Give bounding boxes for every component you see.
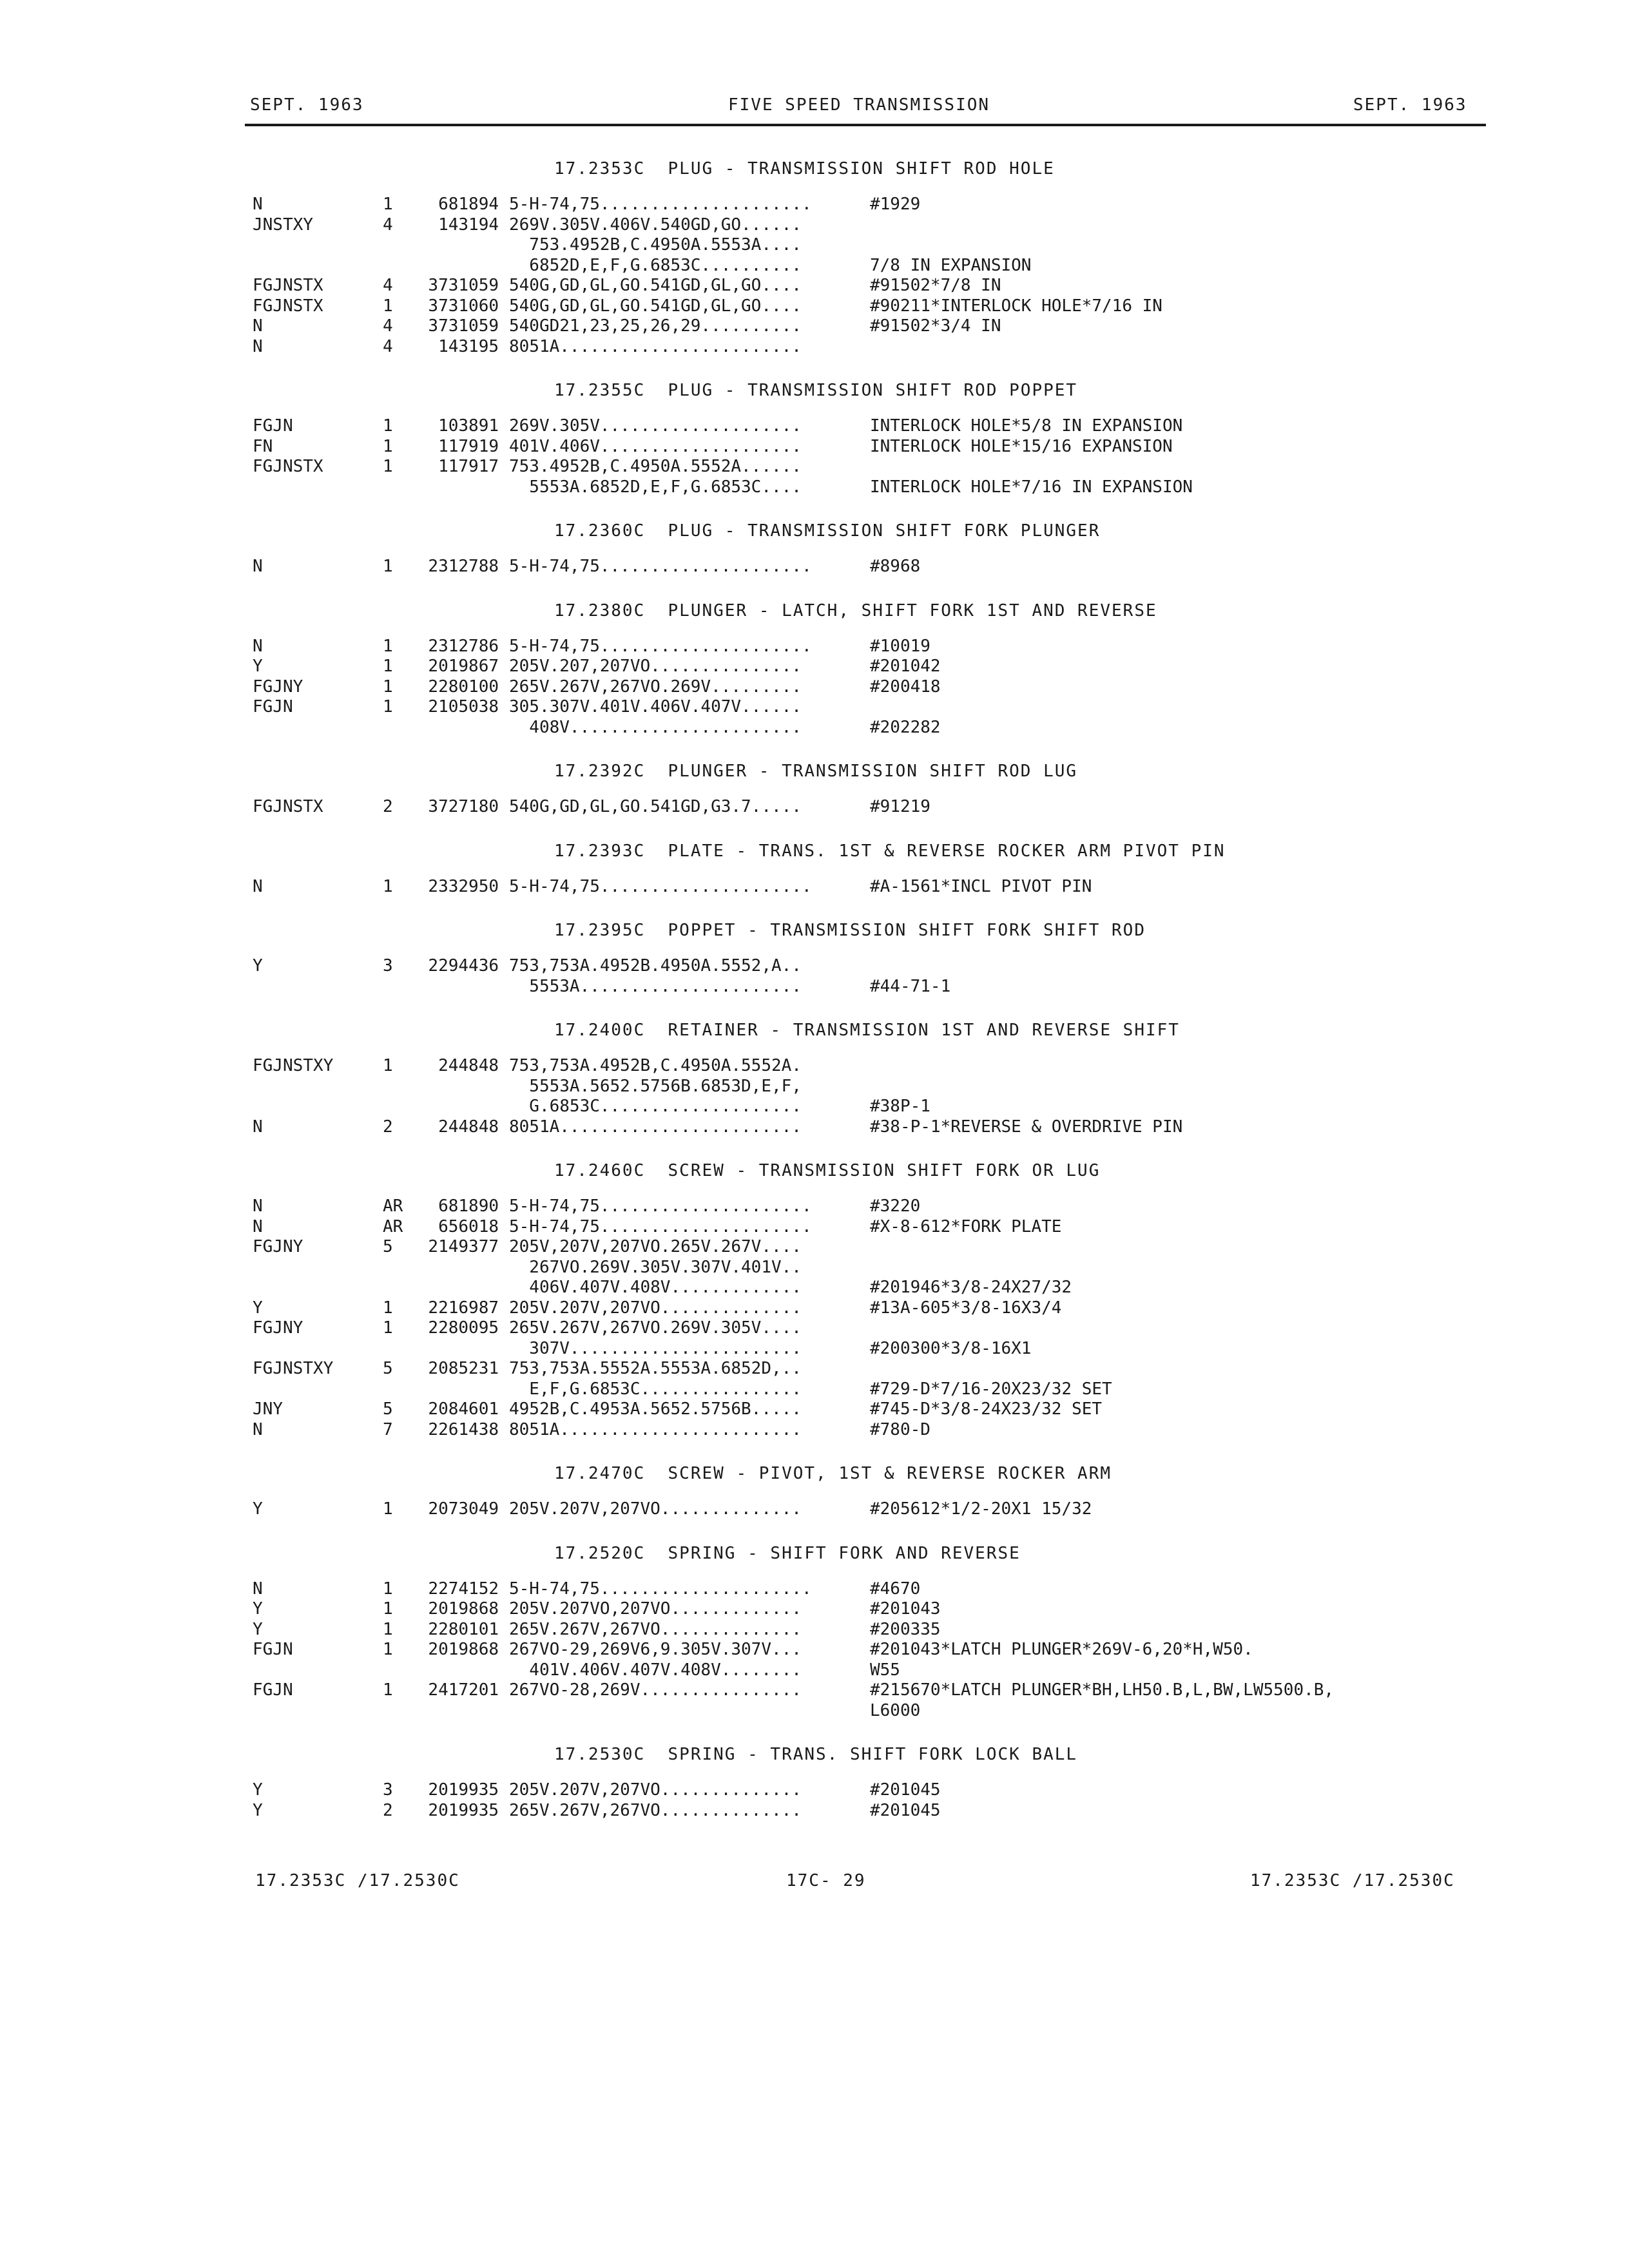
part-row xyxy=(0,637,1629,657)
application: 408V....................... xyxy=(509,717,802,737)
remark: #201045 xyxy=(870,1800,941,1820)
part-number: 2149377 xyxy=(428,1237,499,1256)
part-row xyxy=(0,1780,1629,1801)
model-code: N xyxy=(253,636,263,656)
part-row xyxy=(0,657,1629,677)
part-row xyxy=(0,977,1629,997)
application: 401V.406V.................... xyxy=(509,436,802,456)
part-row xyxy=(0,1579,1629,1600)
remark: #201042 xyxy=(870,657,941,676)
remark: #8968 xyxy=(870,557,921,576)
quantity: 3 xyxy=(383,956,393,975)
section-title: 17.2353C PLUG - TRANSMISSION SHIFT ROD HOLE xyxy=(554,159,1055,178)
part-number: 2261438 xyxy=(428,1419,499,1439)
part-row xyxy=(0,316,1629,337)
application: 205V.207V,207VO.............. xyxy=(509,1298,802,1318)
header-date-right: SEPT. 1963 xyxy=(1353,95,1467,115)
model-code: Y xyxy=(253,657,263,676)
section-title: 17.2395C POPPET - TRANSMISSION SHIFT FORK SHIFT ROD xyxy=(554,921,1146,940)
application: 269V.305V.406V.540GD,GO...... xyxy=(509,215,802,235)
application: 8051A........................ xyxy=(509,1117,802,1137)
part-number: 3727180 xyxy=(428,797,499,816)
remark: #200418 xyxy=(870,677,941,697)
quantity: 1 xyxy=(383,1640,393,1659)
part-number: 2105038 xyxy=(428,697,499,716)
part-row xyxy=(0,1660,1629,1681)
remark: #A-1561*INCL PIVOT PIN xyxy=(870,876,1092,896)
part-number: 2084601 xyxy=(428,1399,499,1419)
remark: #91502*3/4 IN xyxy=(870,316,1001,336)
part-number: 3731059 xyxy=(428,316,499,336)
part-number: 2019868 xyxy=(428,1640,499,1659)
part-row xyxy=(0,337,1629,358)
part-row xyxy=(0,1801,1629,1821)
footer-range-right: 17.2353C /17.2530C xyxy=(1250,1871,1455,1890)
parts-section xyxy=(0,916,1629,1016)
model-code: N xyxy=(253,557,263,576)
quantity: 1 xyxy=(383,636,393,656)
part-row xyxy=(0,256,1629,276)
application: 540G,GD,GL,GO.541GD,GL,GO.... xyxy=(509,276,802,295)
part-row xyxy=(0,1237,1629,1258)
parts-section xyxy=(0,1539,1629,1741)
section-title: 17.2470C SCREW - PIVOT, 1ST & REVERSE ROCKER ARM xyxy=(554,1464,1112,1483)
part-row xyxy=(0,1359,1629,1379)
application: 8051A........................ xyxy=(509,336,802,356)
model-code: JNY xyxy=(253,1399,283,1419)
model-code: FGJNSTXY xyxy=(253,1359,334,1378)
model-code: FGJNSTX xyxy=(253,276,323,295)
part-number: 2294436 xyxy=(428,956,499,975)
application: 6852D,E,F,G.6853C.......... xyxy=(509,255,802,275)
application: 753,753A.4952B.4950A.5552,A.. xyxy=(509,956,802,975)
part-row xyxy=(0,1278,1629,1298)
part-row xyxy=(0,215,1629,236)
part-row xyxy=(0,1420,1629,1441)
remark: W55 xyxy=(870,1660,900,1680)
model-code: FGJNSTX xyxy=(253,457,323,476)
part-row xyxy=(0,437,1629,457)
quantity: 1 xyxy=(383,1680,393,1700)
page-number: 17C- 29 xyxy=(786,1871,866,1890)
part-number: 103891 xyxy=(438,416,499,436)
part-row xyxy=(0,718,1629,738)
remark: #91502*7/8 IN xyxy=(870,276,1001,295)
application: 5553A.5652.5756B.6853D,E,F, xyxy=(509,1076,802,1096)
remark: #201946*3/8-24X27/32 xyxy=(870,1278,1072,1297)
part-row xyxy=(0,477,1629,498)
part-row xyxy=(0,557,1629,577)
application: 265V.267V,267VO.............. xyxy=(509,1800,802,1820)
remark: #201043 xyxy=(870,1599,941,1619)
part-number: 2216987 xyxy=(428,1298,499,1318)
section-title: 17.2530C SPRING - TRANS. SHIFT FORK LOCK BALL xyxy=(554,1745,1078,1764)
remark: #13A-605*3/8-16X3/4 xyxy=(870,1298,1062,1318)
application: 406V.407V.408V............. xyxy=(509,1278,802,1297)
application: 205V.207,207VO............... xyxy=(509,657,802,676)
part-row xyxy=(0,1701,1629,1722)
section-title: 17.2400C RETAINER - TRANSMISSION 1ST AND REVERSE SHIFT xyxy=(554,1021,1180,1040)
application: 5-H-74,75..................... xyxy=(509,557,812,576)
application: 305.307V.401V.406V.407V...... xyxy=(509,697,802,716)
quantity: 1 xyxy=(383,1056,393,1075)
part-row xyxy=(0,1217,1629,1238)
part-number: 2019935 xyxy=(428,1800,499,1820)
application: 753.4952B,C.4950A.5553A.... xyxy=(509,235,802,255)
quantity: 1 xyxy=(383,657,393,676)
parts-section xyxy=(0,1740,1629,1840)
part-row xyxy=(0,416,1629,437)
quantity: 5 xyxy=(383,1359,393,1378)
part-row xyxy=(0,1056,1629,1077)
header-title: FIVE SPEED TRANSMISSION xyxy=(728,95,990,115)
model-code: FGJNSTXY xyxy=(253,1056,334,1075)
remark: #215670*LATCH PLUNGER*BH,LH50.B,L,BW,LW5500.B, xyxy=(870,1680,1335,1700)
part-row xyxy=(0,1097,1629,1117)
model-code: FGJNSTX xyxy=(253,296,323,316)
parts-section xyxy=(0,1016,1629,1157)
application: 205V.207V,207VO.............. xyxy=(509,1780,802,1800)
part-row xyxy=(0,1196,1629,1217)
parts-section xyxy=(0,517,1629,597)
part-number: 681894 xyxy=(438,195,499,214)
remark: INTERLOCK HOLE*5/8 IN EXPANSION xyxy=(870,416,1183,436)
remark: INTERLOCK HOLE*7/16 IN EXPANSION xyxy=(870,477,1193,497)
model-code: FGJN xyxy=(253,697,293,716)
model-code: N xyxy=(253,195,263,214)
remark: INTERLOCK HOLE*15/16 EXPANSION xyxy=(870,436,1173,456)
remark: #200300*3/8-16X1 xyxy=(870,1338,1032,1358)
quantity: 1 xyxy=(383,436,393,456)
part-number: 656018 xyxy=(438,1216,499,1236)
header-date-left: SEPT. 1963 xyxy=(250,95,364,115)
remark: #745-D*3/8-24X23/32 SET xyxy=(870,1399,1103,1419)
application: 8051A........................ xyxy=(509,1419,802,1439)
application: 267VO-28,269V................ xyxy=(509,1680,802,1700)
quantity: AR xyxy=(383,1216,403,1236)
application: 265V.267V,267VO.269V......... xyxy=(509,677,802,697)
quantity: 5 xyxy=(383,1237,393,1256)
part-row xyxy=(0,797,1629,818)
application: 753.4952B,C.4950A.5552A...... xyxy=(509,457,802,476)
quantity: 1 xyxy=(383,1599,393,1619)
remark: #3220 xyxy=(870,1196,921,1216)
quantity: 1 xyxy=(383,1499,393,1519)
model-code: N xyxy=(253,876,263,896)
model-code: FGJNY xyxy=(253,677,304,697)
model-code: JNSTXY xyxy=(253,215,313,235)
quantity: 4 xyxy=(383,215,393,235)
application: 540GD21,23,25,26,29.......... xyxy=(509,316,802,336)
application: 401V.406V.407V.408V........ xyxy=(509,1660,802,1680)
application: 205V.207VO,207VO............. xyxy=(509,1599,802,1619)
part-number: 2417201 xyxy=(428,1680,499,1700)
quantity: 4 xyxy=(383,276,393,295)
remark: #90211*INTERLOCK HOLE*7/16 IN xyxy=(870,296,1162,316)
quantity: 4 xyxy=(383,336,393,356)
part-row xyxy=(0,1298,1629,1319)
section-title: 17.2520C SPRING - SHIFT FORK AND REVERSE xyxy=(554,1543,1021,1563)
application: 5-H-74,75..................... xyxy=(509,1579,812,1599)
quantity: 2 xyxy=(383,1800,393,1820)
section-title: 17.2380C PLUNGER - LATCH, SHIFT FORK 1ST AND REVERSE xyxy=(554,601,1157,620)
model-code: Y xyxy=(253,956,263,975)
remark: #780-D xyxy=(870,1419,930,1439)
application: 5553A...................... xyxy=(509,976,802,996)
quantity: 1 xyxy=(383,1318,393,1338)
part-row xyxy=(0,1258,1629,1278)
section-title: 17.2360C PLUG - TRANSMISSION SHIFT FORK PLUNGER xyxy=(554,521,1101,541)
remark: #38P-1 xyxy=(870,1097,930,1116)
model-code: N xyxy=(253,1216,263,1236)
quantity: 2 xyxy=(383,1117,393,1137)
application: 5-H-74,75..................... xyxy=(509,876,812,896)
model-code: FGJNY xyxy=(253,1318,304,1338)
remark: #10019 xyxy=(870,636,930,656)
model-code: N xyxy=(253,1117,263,1137)
parts-section xyxy=(0,155,1629,376)
model-code: FGJN xyxy=(253,1680,293,1700)
quantity: 1 xyxy=(383,296,393,316)
part-row xyxy=(0,677,1629,698)
remark: #202282 xyxy=(870,717,941,737)
remark: #200335 xyxy=(870,1619,941,1639)
part-row xyxy=(0,1599,1629,1620)
remark: #205612*1/2-20X1 15/32 xyxy=(870,1499,1092,1519)
quantity: 1 xyxy=(383,876,393,896)
model-code: N xyxy=(253,1196,263,1216)
part-row xyxy=(0,195,1629,215)
parts-section xyxy=(0,837,1629,917)
application: 753,753A.5552A.5553A.6852D,.. xyxy=(509,1359,802,1378)
quantity: 1 xyxy=(383,677,393,697)
parts-section xyxy=(0,1459,1629,1539)
remark: #X-8-612*FORK PLATE xyxy=(870,1216,1062,1236)
application: 5-H-74,75..................... xyxy=(509,636,812,656)
application: 540G,GD,GL,GO.541GD,G3.7..... xyxy=(509,797,802,816)
section-title: 17.2393C PLATE - TRANS. 1ST & REVERSE ROCKER ARM PIVOT PIN xyxy=(554,841,1226,861)
application: 307V....................... xyxy=(509,1338,802,1358)
part-row xyxy=(0,1680,1629,1701)
remark: #201045 xyxy=(870,1780,941,1800)
quantity: 1 xyxy=(383,697,393,716)
part-number: 2280101 xyxy=(428,1619,499,1639)
application: 753,753A.4952B,C.4950A.5552A. xyxy=(509,1056,802,1075)
application: 269V.305V.................... xyxy=(509,416,802,436)
model-code: FN xyxy=(253,436,273,456)
application: G.6853C.................... xyxy=(509,1097,802,1116)
part-number: 3731059 xyxy=(428,276,499,295)
part-row xyxy=(0,1499,1629,1520)
quantity: 5 xyxy=(383,1399,393,1419)
model-code: FGJN xyxy=(253,416,293,436)
quantity: 1 xyxy=(383,1298,393,1318)
remark: #38-P-1*REVERSE & OVERDRIVE PIN xyxy=(870,1117,1183,1137)
part-number: 2019867 xyxy=(428,657,499,676)
application: 265V.267V,267VO.............. xyxy=(509,1619,802,1639)
part-number: 117917 xyxy=(438,457,499,476)
remark: #201043*LATCH PLUNGER*269V-6,20*H,W50. xyxy=(870,1640,1253,1659)
part-number: 2274152 xyxy=(428,1579,499,1599)
section-title: 17.2392C PLUNGER - TRANSMISSION SHIFT ROD LUG xyxy=(554,762,1078,781)
quantity: 1 xyxy=(383,557,393,576)
model-code: FGJNY xyxy=(253,1237,304,1256)
part-number: 2280095 xyxy=(428,1318,499,1338)
quantity: 1 xyxy=(383,195,393,214)
part-number: 244848 xyxy=(438,1056,499,1075)
application: 205V,207V,207VO.265V.267V.... xyxy=(509,1237,802,1256)
part-row xyxy=(0,276,1629,296)
remark: L6000 xyxy=(870,1700,921,1720)
application: 267VO-29,269V6,9.305V.307V... xyxy=(509,1640,802,1659)
model-code: N xyxy=(253,1579,263,1599)
part-number: 3731060 xyxy=(428,296,499,316)
quantity: 2 xyxy=(383,797,393,816)
remark: #1929 xyxy=(870,195,921,214)
model-code: Y xyxy=(253,1599,263,1619)
parts-listing xyxy=(0,155,1629,1840)
quantity: 4 xyxy=(383,316,393,336)
part-row xyxy=(0,1117,1629,1138)
model-code: Y xyxy=(253,1800,263,1820)
remark: #729-D*7/16-20X23/32 SET xyxy=(870,1379,1112,1399)
quantity: AR xyxy=(383,1196,403,1216)
quantity: 7 xyxy=(383,1419,393,1439)
part-row xyxy=(0,1379,1629,1400)
model-code: Y xyxy=(253,1298,263,1318)
remark: 7/8 IN EXPANSION xyxy=(870,255,1032,275)
model-code: N xyxy=(253,316,263,336)
application: 5-H-74,75..................... xyxy=(509,1216,812,1236)
model-code: FGJNSTX xyxy=(253,797,323,816)
model-code: N xyxy=(253,1419,263,1439)
model-code: Y xyxy=(253,1619,263,1639)
application: 5-H-74,75..................... xyxy=(509,195,812,214)
part-number: 2019868 xyxy=(428,1599,499,1619)
quantity: 1 xyxy=(383,1579,393,1599)
application: E,F,G.6853C................ xyxy=(509,1379,802,1399)
section-title: 17.2460C SCREW - TRANSMISSION SHIFT FORK OR LUG xyxy=(554,1161,1101,1180)
part-row xyxy=(0,1399,1629,1420)
part-row xyxy=(0,1620,1629,1640)
part-number: 681890 xyxy=(438,1196,499,1216)
part-row xyxy=(0,1339,1629,1360)
part-row xyxy=(0,877,1629,898)
part-number: 143195 xyxy=(438,336,499,356)
quantity: 1 xyxy=(383,1619,393,1639)
application: 4952B,C.4953A.5652.5756B..... xyxy=(509,1399,802,1419)
section-title: 17.2355C PLUG - TRANSMISSION SHIFT ROD POPPET xyxy=(554,381,1078,400)
parts-section xyxy=(0,597,1629,758)
part-number: 2019935 xyxy=(428,1780,499,1800)
part-number: 117919 xyxy=(438,436,499,456)
part-number: 143194 xyxy=(438,215,499,235)
header-rule xyxy=(245,124,1486,126)
application: 5553A.6852D,E,F,G.6853C.... xyxy=(509,477,802,497)
parts-section xyxy=(0,376,1629,517)
part-row xyxy=(0,1077,1629,1097)
application: 5-H-74,75..................... xyxy=(509,1196,812,1216)
application: 267VO.269V.305V.307V.401V.. xyxy=(509,1257,802,1277)
part-number: 2332950 xyxy=(428,876,499,896)
model-code: Y xyxy=(253,1780,263,1800)
part-row xyxy=(0,235,1629,256)
quantity: 3 xyxy=(383,1780,393,1800)
application: 205V.207V,207VO.............. xyxy=(509,1499,802,1519)
remark: #4670 xyxy=(870,1579,921,1599)
parts-section xyxy=(0,757,1629,837)
part-number: 2280100 xyxy=(428,677,499,697)
part-number: 244848 xyxy=(438,1117,499,1137)
part-number: 2312786 xyxy=(428,636,499,656)
part-row xyxy=(0,697,1629,718)
quantity: 1 xyxy=(383,416,393,436)
footer-range-left: 17.2353C /17.2530C xyxy=(255,1871,460,1890)
part-number: 2312788 xyxy=(428,557,499,576)
part-number: 2085231 xyxy=(428,1359,499,1378)
part-row xyxy=(0,1640,1629,1660)
part-number: 2073049 xyxy=(428,1499,499,1519)
part-row xyxy=(0,956,1629,977)
part-row xyxy=(0,457,1629,477)
part-row xyxy=(0,296,1629,317)
quantity: 1 xyxy=(383,457,393,476)
remark: #44-71-1 xyxy=(870,976,951,996)
model-code: FGJN xyxy=(253,1640,293,1659)
model-code: N xyxy=(253,336,263,356)
application: 540G,GD,GL,GO.541GD,GL,GO.... xyxy=(509,296,802,316)
parts-section xyxy=(0,1157,1629,1459)
application: 265V.267V,267VO.269V.305V.... xyxy=(509,1318,802,1338)
model-code: Y xyxy=(253,1499,263,1519)
part-row xyxy=(0,1318,1629,1339)
remark: #91219 xyxy=(870,797,930,816)
